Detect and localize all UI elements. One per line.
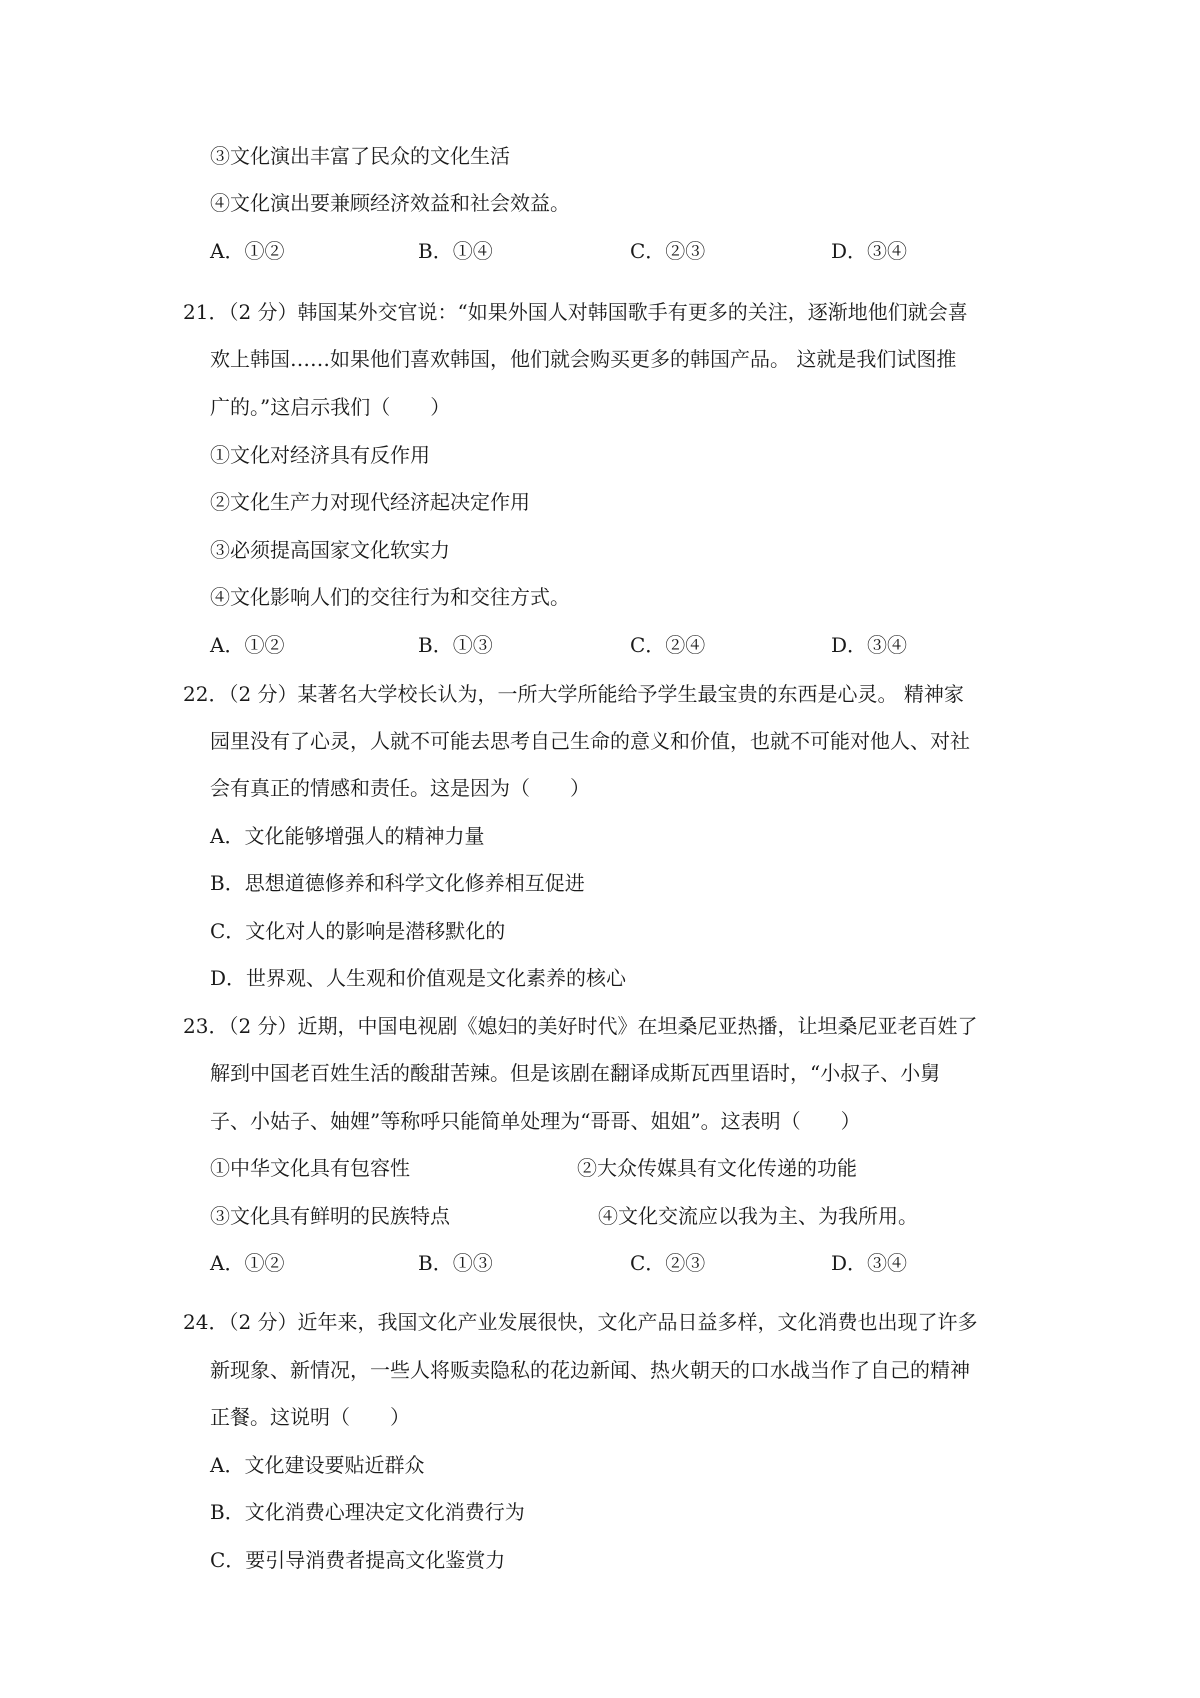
q23-option-b: B．①③ xyxy=(418,1251,493,1275)
q21-stem-line-2: 欢上韩国……如果他们喜欢韩国，他们就会购买更多的韩国产品。 这就是我们试图推 xyxy=(210,347,957,371)
q23-stem-line-1: 23．（2 分）近期，中国电视剧《媳妇的美好时代》在坦桑尼亚热播，让坦桑尼亚老百姓了 xyxy=(183,1014,978,1038)
q23-item-1: ①中华文化具有包容性 xyxy=(210,1156,410,1180)
q21-option-c: C．②④ xyxy=(630,633,706,657)
q21-item-4: ④文化影响人们的交往行为和交往方式。 xyxy=(210,585,570,609)
q23-item-2: ②大众传媒具有文化传递的功能 xyxy=(577,1156,857,1180)
q23-item-4: ④文化交流应以我为主、为我所用。 xyxy=(598,1204,918,1228)
q24-stem-line-3: 正餐。这说明（ ） xyxy=(210,1405,410,1429)
q21-item-1: ①文化对经济具有反作用 xyxy=(210,443,430,467)
q24-choice-a: A．文化建设要贴近群众 xyxy=(210,1453,425,1477)
q21-item-2: ②文化生产力对现代经济起决定作用 xyxy=(210,490,530,514)
q22-choice-c: C．文化对人的影响是潜移默化的 xyxy=(210,919,506,943)
q21-item-3: ③必须提高国家文化软实力 xyxy=(210,538,450,562)
q22-choice-d: D．世界观、人生观和价值观是文化素养的核心 xyxy=(210,966,627,990)
q21-stem-line-3: 广的。”这启示我们（ ） xyxy=(210,395,451,419)
q20-option-b: B．①④ xyxy=(418,239,493,263)
q23-option-a: A．①② xyxy=(210,1251,285,1275)
q20-item-4: ④文化演出要兼顾经济效益和社会效益。 xyxy=(210,191,570,215)
q22-stem-line-1: 22．（2 分）某著名大学校长认为，一所大学所能给予学生最宝贵的东西是心灵。 精神家 xyxy=(183,682,964,706)
q20-option-d: D．③④ xyxy=(831,239,908,263)
q23-option-c: C．②③ xyxy=(630,1251,706,1275)
q24-stem-line-1: 24．（2 分）近年来，我国文化产业发展很快，文化产品日益多样，文化消费也出现了许多 xyxy=(183,1310,978,1334)
q22-choice-b: B．思想道德修养和科学文化修养相互促进 xyxy=(210,871,585,895)
q21-stem-line-1: 21．（2 分）韩国某外交官说：“如果外国人对韩国歌手有更多的关注，逐渐地他们就会喜 xyxy=(183,300,968,324)
q23-item-3: ③文化具有鲜明的民族特点 xyxy=(210,1204,450,1228)
q23-stem-line-2: 解到中国老百姓生活的酸甜苦辣。但是该剧在翻译成斯瓦西里语时，“小叔子、小舅 xyxy=(210,1061,941,1085)
q22-stem-line-3: 会有真正的情感和责任。这是因为（ ） xyxy=(210,776,590,800)
q24-choice-b: B．文化消费心理决定文化消费行为 xyxy=(210,1500,525,1524)
q20-option-a: A．①② xyxy=(210,239,285,263)
q23-option-d: D．③④ xyxy=(831,1251,908,1275)
q21-option-d: D．③④ xyxy=(831,633,908,657)
q20-item-3: ③文化演出丰富了民众的文化生活 xyxy=(210,144,510,168)
q24-choice-c: C．要引导消费者提高文化鉴赏力 xyxy=(210,1548,506,1572)
q20-option-c: C．②③ xyxy=(630,239,706,263)
q24-stem-line-2: 新现象、新情况，一些人将贩卖隐私的花边新闻、热火朝天的口水战当作了自己的精神 xyxy=(210,1358,970,1382)
q23-stem-line-3: 子、小姑子、妯娌”等称呼只能简单处理为“哥哥、姐姐”。这表明（ ） xyxy=(210,1109,861,1133)
q22-choice-a: A．文化能够增强人的精神力量 xyxy=(210,824,485,848)
q21-option-a: A．①② xyxy=(210,633,285,657)
q22-stem-line-2: 园里没有了心灵，人就不可能去思考自己生命的意义和价值，也就不可能对他人、对社 xyxy=(210,729,970,753)
q21-option-b: B．①③ xyxy=(418,633,493,657)
